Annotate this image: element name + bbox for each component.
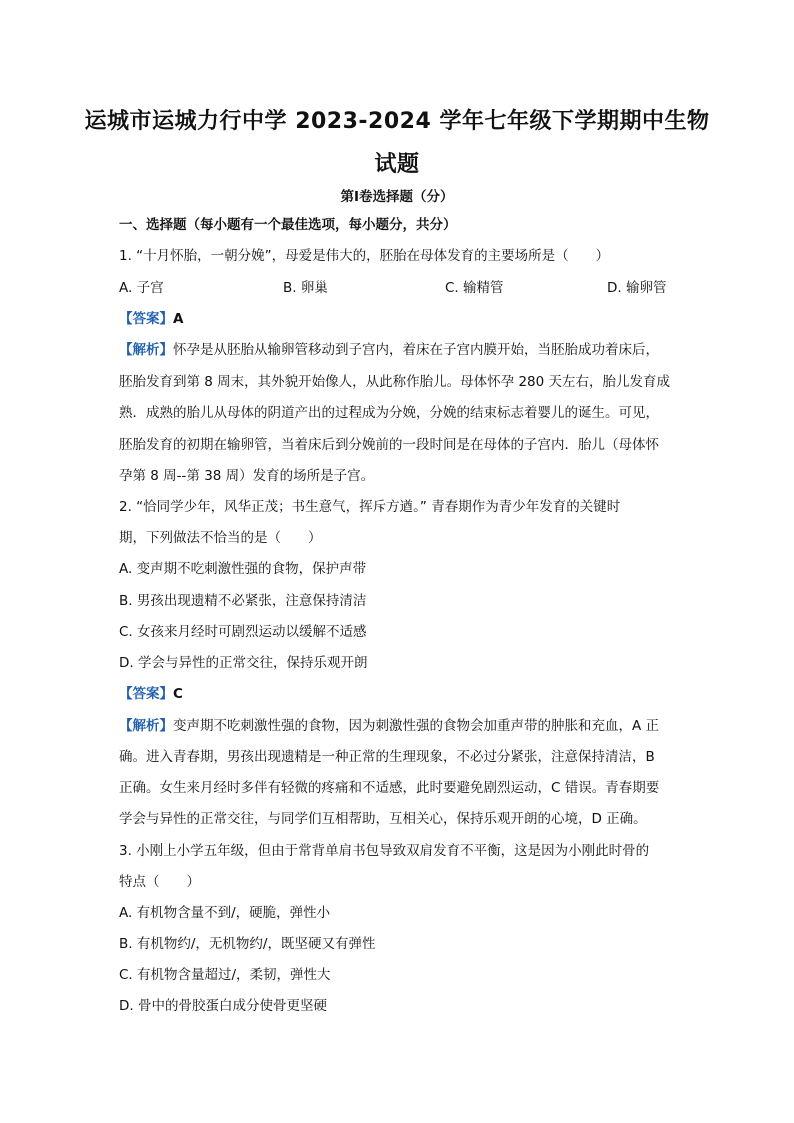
- q1-stem: 1. “十月怀胎，一朝分娩”，母爱是伟大的，胚胎在母体发育的主要场所是（ ）: [119, 248, 610, 264]
- q2-analysis-line-4: 学会与异性的正常交往，与同学们互相帮助，互相关心，保持乐观开朗的心境，D 正确。: [119, 811, 647, 827]
- q1-answer-value: A: [173, 311, 184, 327]
- q2-analysis-text-1: 变声期不吃刺激性强的食物，因为刺激性强的食物会加重声带的肿胀和充血，A 正: [173, 718, 660, 734]
- q3-option-b: B. 有机物约/，无机物约/，既坚硬又有弹性: [119, 936, 376, 952]
- q1-option-c: C. 输精管: [445, 280, 504, 296]
- volume-title: 第Ⅰ卷选择题（分）: [340, 189, 454, 205]
- analysis-tag: 【解析】: [119, 342, 173, 358]
- document-title-line-2: 试题: [374, 152, 420, 177]
- q1-analysis-line-3: 熟．成熟的胎儿从母体的阴道产出的过程成为分娩，分娩的结束标志着婴儿的诞生。可见，: [119, 405, 659, 421]
- q1-analysis-line-2: 胚胎发育到第 8 周末，其外貌开始像人，从此称作胎儿。母体怀孕 280 天左右，胎儿发育成: [119, 374, 671, 390]
- q1-analysis-line-1: [119, 340, 659, 360]
- analysis-tag: 【解析】: [119, 718, 173, 734]
- q2-analysis-line-1: [119, 716, 659, 736]
- q1-analysis-text-1: 怀孕是从胚胎从输卵管移动到子宫内，着床在子宫内膜开始，当胚胎成功着床后，: [173, 342, 659, 358]
- q3-stem-line-2: 特点（ ）: [119, 874, 200, 890]
- q2-analysis-line-2: 确。进入青春期，男孩出现遗精是一种正常的生理现象，不必过分紧张，注意保持清洁，B: [119, 749, 655, 765]
- q2-analysis-line-3: 正确。女生来月经时多伴有轻微的疼痛和不适感，此时要避免剧烈运动，C 错误。青春期要: [119, 780, 660, 796]
- q1-option-b: B. 卵巢: [283, 280, 328, 296]
- q1-analysis-line-5: 孕第 8 周--第 38 周）发育的场所是子宫。: [119, 468, 375, 484]
- q2-answer-value: C: [173, 686, 183, 702]
- q2-stem-line-1: 2. “恰同学少年，风华正茂；书生意气，挥斥方遒。” 青春期作为青少年发育的关键时: [119, 499, 621, 515]
- q1-analysis-line-4: 胚胎发育的初期在输卵管，当着床后到分娩前的一段时间是在母体的子宫内．胎儿（母体怀: [119, 437, 659, 453]
- answer-tag: 【答案】: [119, 311, 173, 327]
- q1-option-d: D. 输卵管: [607, 280, 667, 296]
- q1-answer: [119, 309, 183, 329]
- document-title-line-1: 运城市运城力行中学 2023-2024 学年七年级下学期期中生物: [84, 109, 710, 134]
- q2-option-c: C. 女孩来月经时可剧烈运动以缓解不适感: [119, 624, 367, 640]
- q2-stem-line-2: 期，下列做法不恰当的是（ ）: [119, 530, 322, 546]
- q3-option-d: D. 骨中的骨胶蛋白成分使骨更坚硬: [119, 998, 327, 1014]
- q2-option-b: B. 男孩出现遗精不必紧张，注意保持清洁: [119, 593, 367, 609]
- answer-tag: 【答案】: [119, 686, 173, 702]
- q3-option-a: A. 有机物含量不到/，硬脆，弹性小: [119, 905, 331, 921]
- q1-option-a: A. 子宫: [119, 280, 164, 296]
- q2-answer: [119, 684, 183, 704]
- q3-stem-line-1: 3. 小刚上小学五年级，但由于常背单肩书包导致双肩发育不平衡，这是因为小刚此时骨的: [119, 843, 650, 859]
- q3-option-c: C. 有机物含量超过/，柔韧，弹性大: [119, 967, 331, 983]
- q2-option-d: D. 学会与异性的正常交往，保持乐观开朗: [119, 655, 368, 671]
- section-heading: 一、选择题（每小题有一个最佳选项，每小题分，共分）: [119, 217, 457, 233]
- q2-option-a: A. 变声期不吃刺激性强的食物，保护声带: [119, 561, 367, 577]
